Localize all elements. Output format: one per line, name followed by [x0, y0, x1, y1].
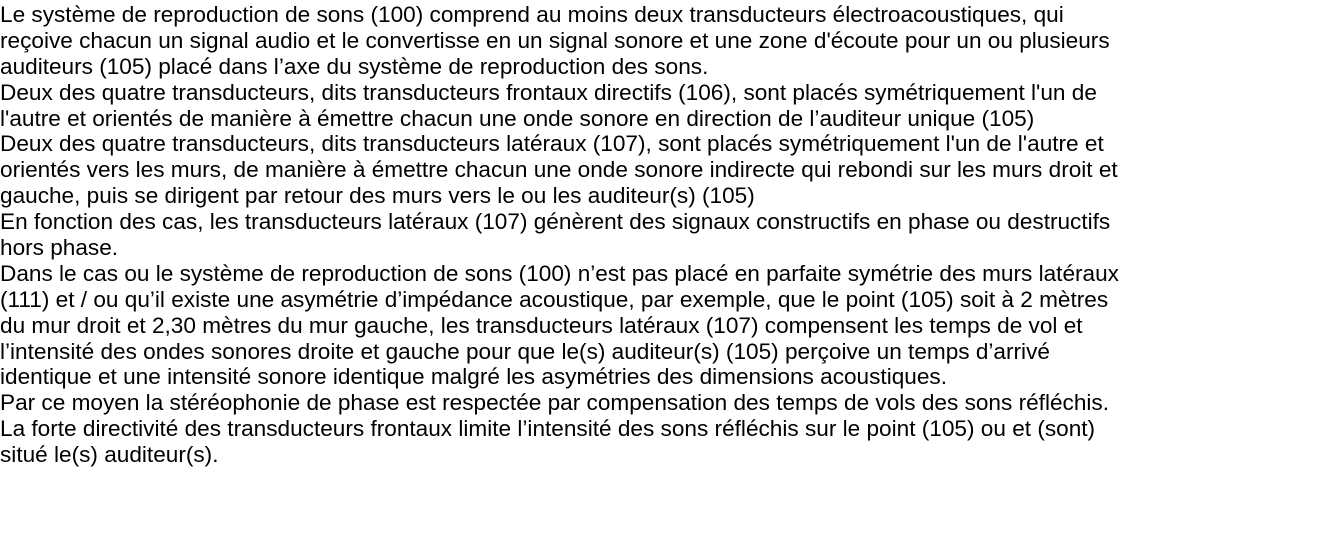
text-line: gauche, puis se dirigent par retour des murs vers le ou les auditeur(s) (105)	[0, 183, 755, 209]
paragraph-frontal-transducers	[0, 80, 1333, 132]
text-line: auditeurs (105) placé dans l’axe du système de reproduction des sons.	[0, 53, 709, 79]
text-line: identique et une intensité sonore identique malgré les asymétries des dimensions acoustiques.	[0, 364, 947, 390]
text-line: du mur droit et 2,30 mètres du mur gauche, les transducteurs latéraux (107) compensent les temps de vol et	[0, 312, 1083, 338]
text-line: l'autre et orientés de manière à émettre chacun une onde sonore en direction de l’auditeur unique (105)	[0, 105, 1035, 131]
text-line: reçoive chacun un signal audio et le convertisse en un signal sonore et une zone d'écoute pour un ou plusieurs	[0, 27, 1110, 53]
text-line: La forte directivité des transducteurs frontaux limite l’intensité des sons réfléchis sur le point (105) ou et (sont)	[0, 416, 1096, 442]
paragraph-lateral-transducers	[0, 131, 1333, 209]
paragraph-phase-stereophony	[0, 390, 1333, 416]
text-line: situé le(s) auditeur(s).	[0, 442, 219, 468]
text-line: Deux des quatre transducteurs, dits transducteurs latéraux (107), sont placés symétriquement l'un de l'autre et	[0, 131, 1104, 157]
text-line: orientés vers les murs, de manière à émettre chacun une onde sonore indirecte qui rebondi sur les murs droit et	[0, 157, 1118, 183]
text-line: hors phase.	[0, 235, 119, 261]
paragraph-system-description	[0, 2, 1333, 80]
paragraph-directivity	[0, 416, 1333, 468]
text-line: Le système de reproduction de sons (100) comprend au moins deux transducteurs électroacoustiques, qui	[0, 2, 1064, 27]
paragraph-phase-signals	[0, 209, 1333, 261]
text-line: Deux des quatre transducteurs, dits transducteurs frontaux directifs (106), sont placés symétriquement l'un de	[0, 79, 1097, 105]
paragraph-asymmetry-compensation	[0, 261, 1333, 390]
text-line: En fonction des cas, les transducteurs latéraux (107) génèrent des signaux constructifs en phase ou destructifs	[0, 209, 1111, 235]
text-line: Dans le cas ou le système de reproduction de sons (100) n’est pas placé en parfaite symétrie des murs latéraux	[0, 260, 1119, 286]
text-line: (111) et / ou qu’il existe une asymétrie d’impédance acoustique, par exemple, que le point (105) soit à 2 mètres	[0, 286, 1109, 312]
text-line: Par ce moyen la stéréophonie de phase est respectée par compensation des temps de vols des sons réfléchis.	[0, 390, 1109, 416]
text-line: l’intensité des ondes sonores droite et gauche pour que le(s) auditeur(s) (105) perçoive un temps d’arrivé	[0, 338, 1050, 364]
